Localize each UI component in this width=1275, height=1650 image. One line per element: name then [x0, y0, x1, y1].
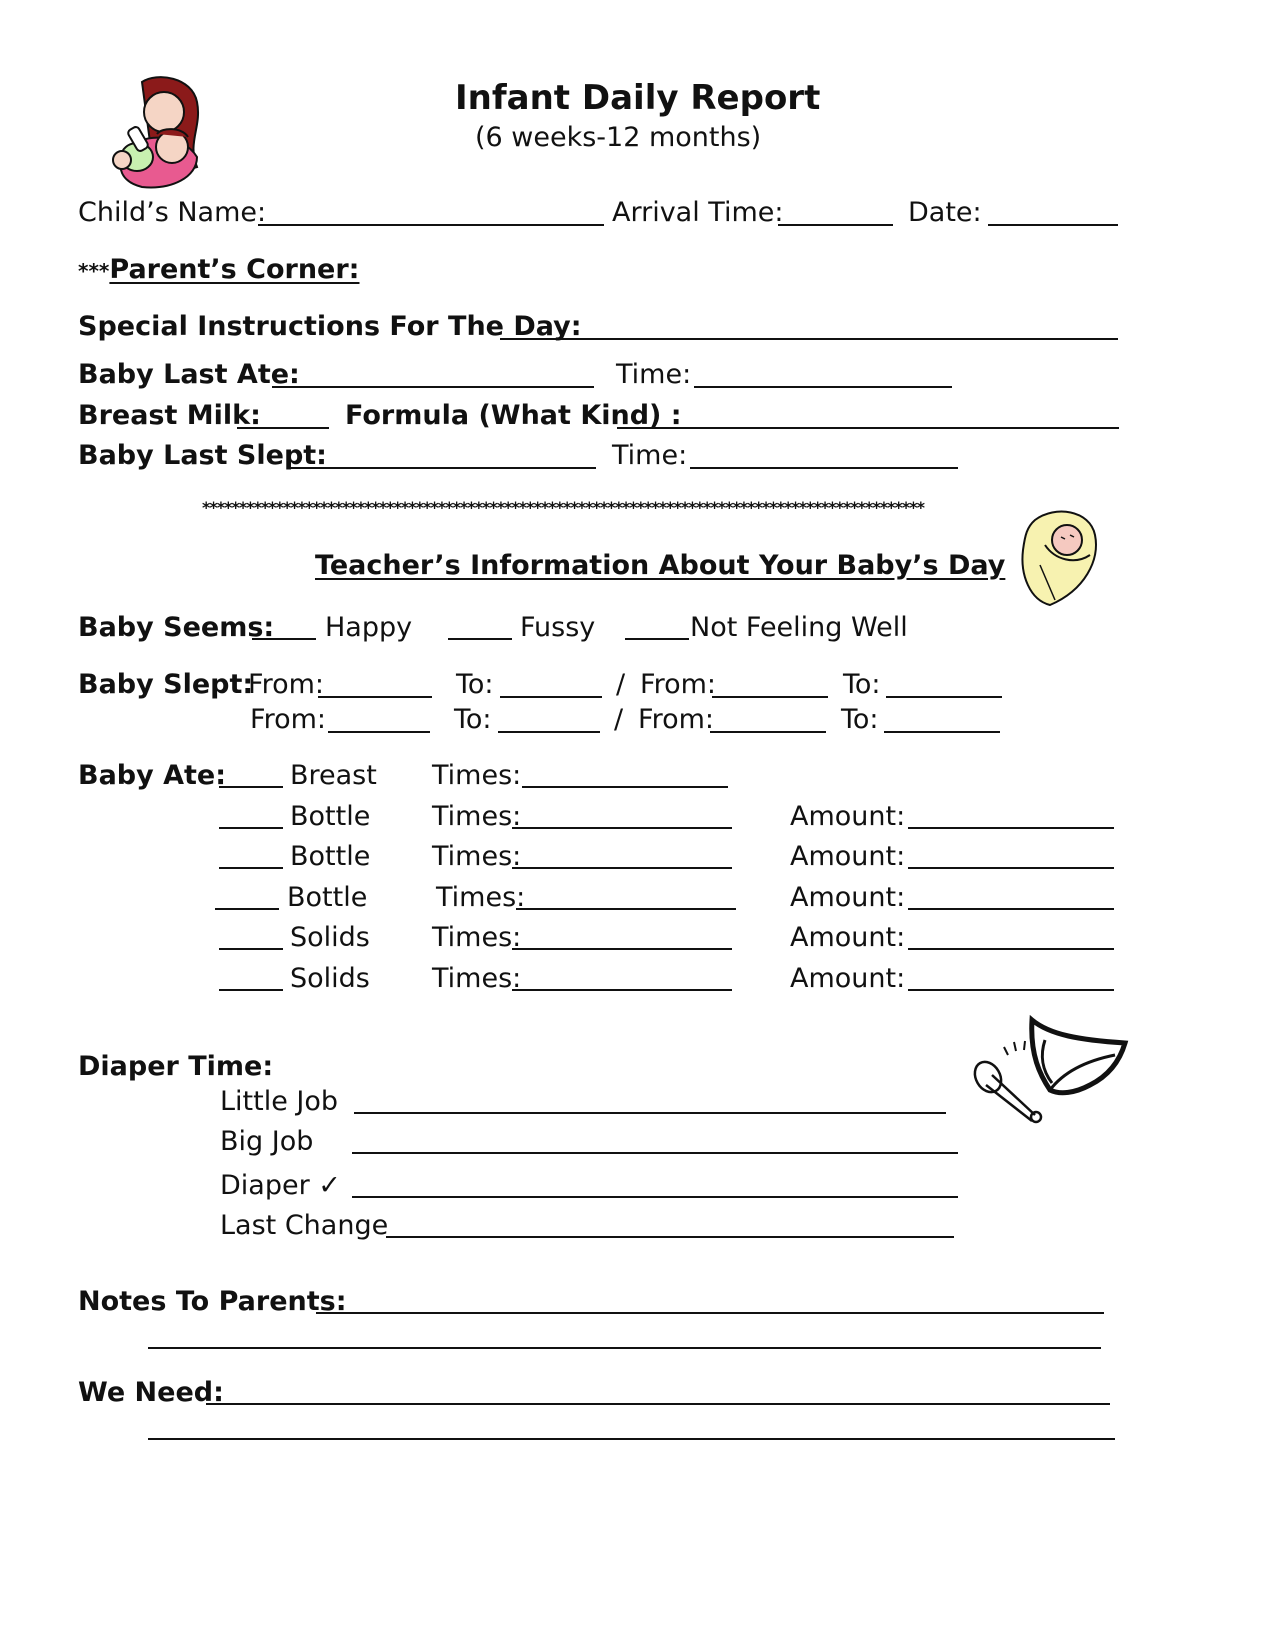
- slash-separator: /: [616, 669, 626, 700]
- last-ate-time-field[interactable]: [694, 386, 952, 388]
- times-label: Times:: [432, 922, 522, 953]
- fussy-option: Fussy: [520, 612, 596, 643]
- little-job-field[interactable]: [354, 1112, 946, 1114]
- special-instructions-field[interactable]: [500, 338, 1118, 340]
- to-label: To:: [843, 669, 881, 700]
- feed-type-solids: Solids: [290, 963, 370, 994]
- date-label: Date:: [908, 197, 982, 228]
- to-label: To:: [841, 704, 879, 735]
- amount-field[interactable]: [908, 948, 1114, 950]
- little-job-label: Little Job: [220, 1086, 339, 1117]
- arrival-time-field[interactable]: [778, 224, 893, 226]
- we-need-field-line1[interactable]: [206, 1403, 1110, 1405]
- feed-checkbox-line[interactable]: [219, 948, 283, 950]
- arrival-time-label: Arrival Time:: [612, 197, 784, 228]
- from-label: From:: [248, 669, 324, 700]
- from-label: From:: [638, 704, 714, 735]
- notes-to-parents-label: Notes To Parents:: [78, 1286, 347, 1317]
- child-name-label: Child’s Name:: [78, 197, 267, 228]
- amount-field[interactable]: [908, 867, 1114, 869]
- feed-checkbox-line[interactable]: [219, 867, 283, 869]
- times-field[interactable]: [512, 867, 732, 869]
- formula-label: Formula (What Kind) :: [345, 400, 682, 431]
- slash-separator: /: [614, 704, 624, 735]
- times-label: Times:: [432, 760, 522, 791]
- baby-last-slept-label: Baby Last Slept:: [78, 440, 327, 471]
- swaddled-baby-icon: [1015, 505, 1100, 610]
- last-slept-time-label: Time:: [612, 440, 688, 471]
- date-field[interactable]: [988, 224, 1118, 226]
- breast-milk-label: Breast Milk:: [78, 400, 261, 431]
- baby-ate-label: Baby Ate:: [78, 760, 227, 791]
- feed-checkbox-line[interactable]: [219, 827, 283, 829]
- diaper-time-heading: Diaper Time:: [78, 1051, 274, 1082]
- big-job-label: Big Job: [220, 1126, 314, 1157]
- feed-checkbox-line[interactable]: [215, 908, 279, 910]
- baby-seems-label: Baby Seems:: [78, 612, 275, 643]
- not-well-checkbox-line[interactable]: [625, 638, 689, 640]
- sleep-from-field[interactable]: [712, 696, 828, 698]
- feed-type-bottle: Bottle: [290, 841, 371, 872]
- asterisk-divider: **************************************************************************************************: [202, 498, 924, 517]
- amount-field[interactable]: [908, 989, 1114, 991]
- parent-corner-title: Parent’s Corner:: [109, 254, 360, 285]
- amount-label: Amount:: [790, 882, 906, 913]
- we-need-label: We Need:: [78, 1377, 224, 1408]
- last-ate-time-label: Time:: [616, 359, 692, 390]
- times-field[interactable]: [512, 989, 732, 991]
- sleep-to-field[interactable]: [886, 696, 1002, 698]
- notes-field-line2[interactable]: [148, 1347, 1101, 1349]
- fussy-checkbox-line[interactable]: [448, 638, 512, 640]
- baby-last-ate-label: Baby Last Ate:: [78, 359, 300, 390]
- times-field[interactable]: [522, 786, 728, 788]
- amount-field[interactable]: [908, 827, 1114, 829]
- sleep-from-field[interactable]: [710, 731, 826, 733]
- diaper-pin-icon: [970, 1015, 1130, 1125]
- from-label: From:: [640, 669, 716, 700]
- baby-last-ate-field[interactable]: [272, 386, 594, 388]
- parent-corner-heading: [78, 254, 359, 287]
- big-job-field[interactable]: [352, 1152, 958, 1154]
- sleep-to-field[interactable]: [500, 696, 602, 698]
- feed-checkbox-line[interactable]: [219, 786, 283, 788]
- amount-label: Amount:: [790, 801, 906, 832]
- sleep-from-field[interactable]: [328, 731, 430, 733]
- notes-field-line1[interactable]: [316, 1312, 1104, 1314]
- amount-field[interactable]: [908, 908, 1114, 910]
- sleep-to-field[interactable]: [498, 731, 600, 733]
- happy-checkbox-line[interactable]: [252, 638, 316, 640]
- diaper-check-field[interactable]: [352, 1196, 958, 1198]
- sleep-from-field[interactable]: [318, 696, 432, 698]
- feed-checkbox-line[interactable]: [219, 989, 283, 991]
- amount-label: Amount:: [790, 841, 906, 872]
- breast-milk-field[interactable]: [237, 427, 329, 429]
- amount-label: Amount:: [790, 963, 906, 994]
- times-field[interactable]: [512, 948, 732, 950]
- times-label: Times:: [436, 882, 526, 913]
- child-name-field[interactable]: [258, 224, 604, 226]
- parent-corner-prefix: ***: [78, 259, 110, 283]
- from-label: From:: [250, 704, 326, 735]
- feed-type-bottle: Bottle: [290, 801, 371, 832]
- last-change-field[interactable]: [386, 1236, 954, 1238]
- times-label: Times:: [432, 801, 522, 832]
- amount-label: Amount:: [790, 922, 906, 953]
- to-label: To:: [454, 704, 492, 735]
- page-subtitle: (6 weeks-12 months): [475, 122, 762, 153]
- last-change-label: Last Change: [220, 1210, 389, 1241]
- feed-type-solids: Solids: [290, 922, 370, 953]
- feed-type-bottle: Bottle: [287, 882, 368, 913]
- last-slept-time-field[interactable]: [690, 467, 958, 469]
- to-label: To:: [456, 669, 494, 700]
- times-field[interactable]: [516, 908, 736, 910]
- we-need-field-line2[interactable]: [148, 1438, 1115, 1440]
- not-well-option: Not Feeling Well: [690, 612, 908, 643]
- page-title: Infant Daily Report: [455, 78, 821, 118]
- times-field[interactable]: [512, 827, 732, 829]
- teacher-section-heading: Teacher’s Information About Your Baby’s Day: [315, 550, 1006, 581]
- sleep-to-field[interactable]: [884, 731, 1000, 733]
- happy-option: Happy: [325, 612, 413, 643]
- times-label: Times:: [432, 841, 522, 872]
- formula-field[interactable]: [617, 427, 1119, 429]
- mother-baby-icon: [102, 72, 212, 192]
- baby-last-slept-field[interactable]: [288, 467, 596, 469]
- diaper-check-label: Diaper ✓: [220, 1170, 341, 1201]
- special-instructions-label: Special Instructions For The Day:: [78, 311, 582, 342]
- baby-slept-label: Baby Slept:: [78, 669, 254, 700]
- times-label: Times:: [432, 963, 522, 994]
- feed-type-breast: Breast: [290, 760, 377, 791]
